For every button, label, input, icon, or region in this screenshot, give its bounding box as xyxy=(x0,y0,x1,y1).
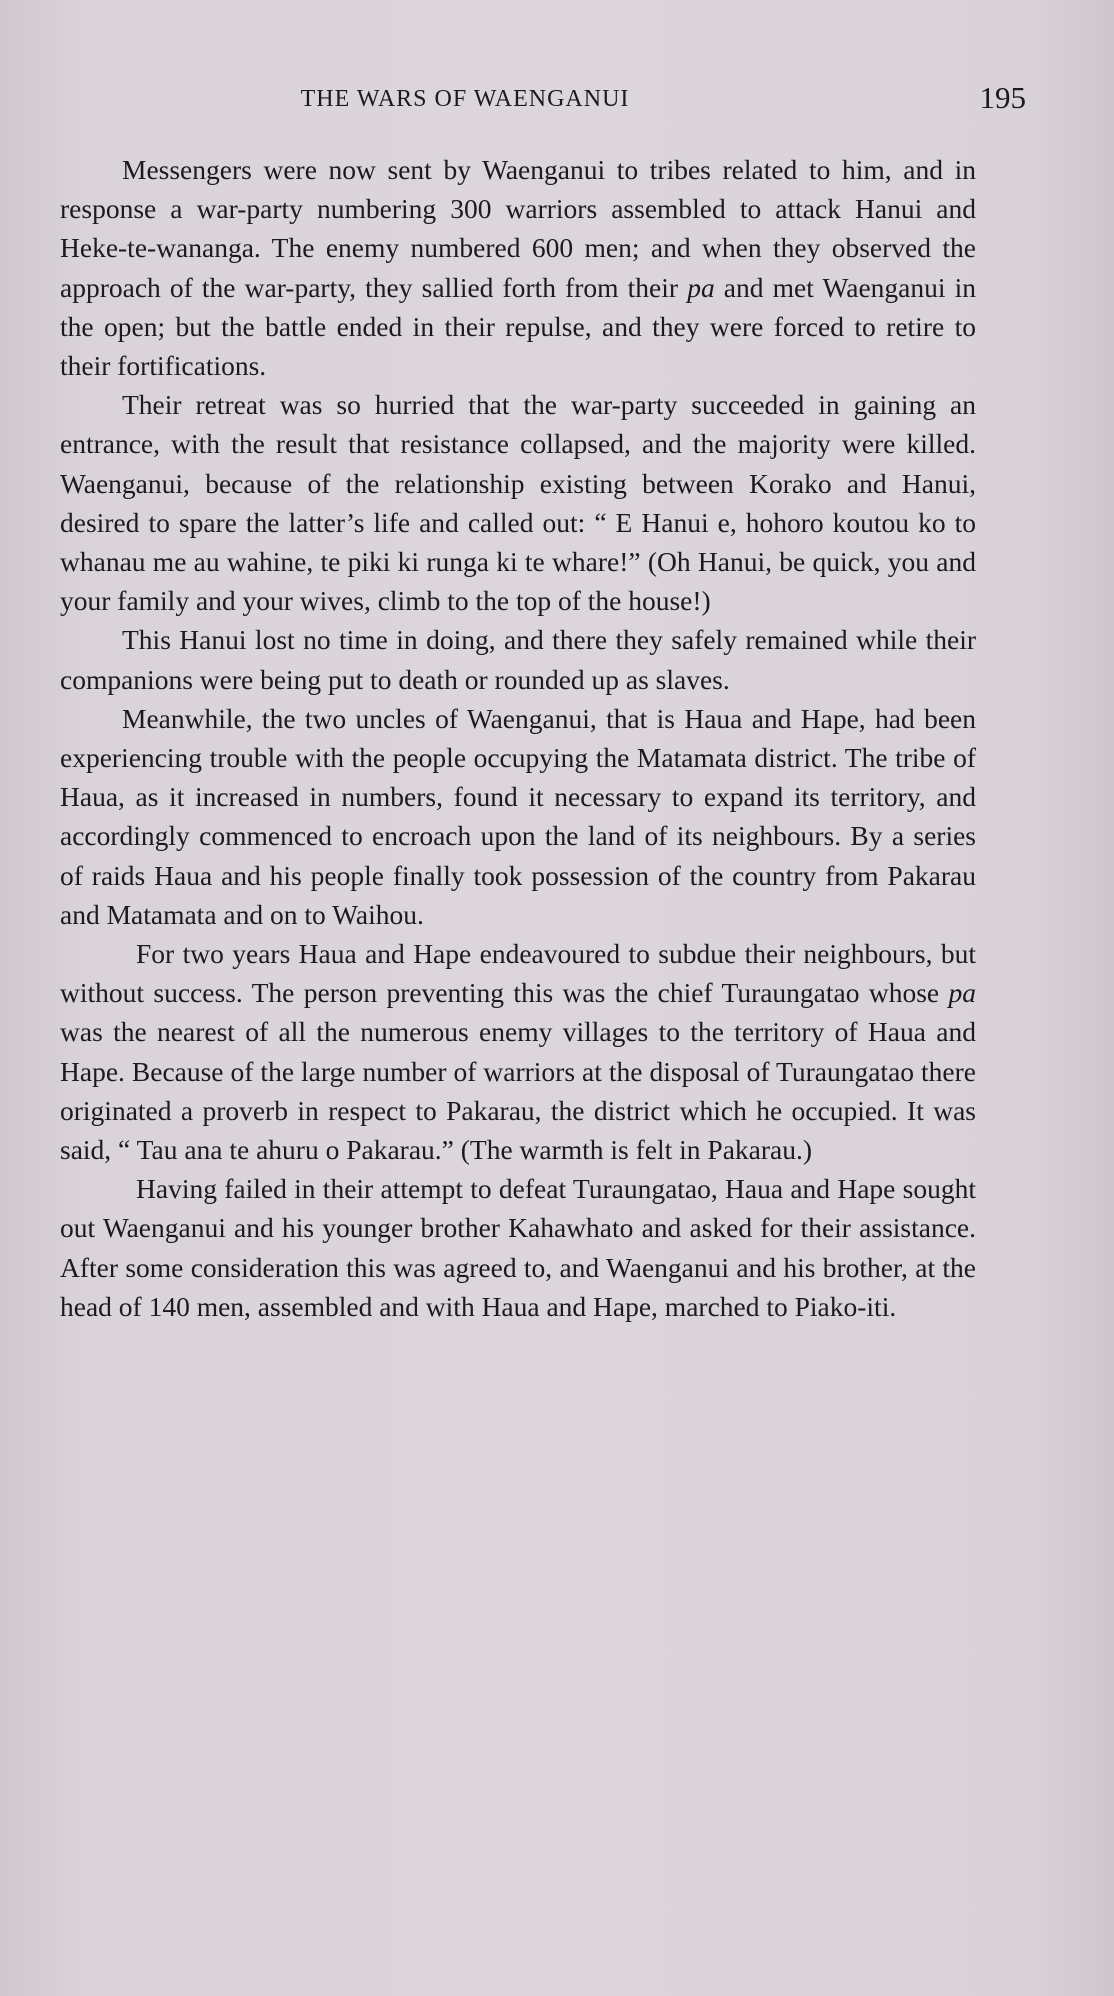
paragraph-text: Their retreat was so hurried that the war-party succeeded in gaining an entrance, with the result that resistance collapsed, and the majority were killed. Waenganui, because of the relationship existing between Korako and Hanui, desired to spare the latter’s life and called out: “ E Hanui e, hohoro koutou ko to whanau me au wahine, te piki ki runga ki te whare!” (Oh Hanui, be quick, you and your family and your wives, climb to the top of the house!) xyxy=(60,389,976,617)
italic-word-pa: pa xyxy=(687,271,715,303)
running-head xyxy=(60,80,1050,124)
paragraph-6 xyxy=(60,1169,976,1326)
body-text xyxy=(60,150,976,1326)
paragraph-3 xyxy=(60,620,976,698)
paragraph-text: This Hanui lost no time in doing, and there they safely remained while their companions were being put to death or rounded up as slaves. xyxy=(60,624,976,695)
paragraph-5 xyxy=(60,934,976,1169)
italic-word-pa: pa xyxy=(948,977,976,1009)
paragraph-text: Having failed in their attempt to defeat Turaungatao, Haua and Hape sought out Waenganui and his younger brother Kahawhato and asked for their assistance. After some consideration this was agreed to, and Waenganui and his brother, at the head of 140 men, assembled and with Haua and Hape, marched to Piako-iti. xyxy=(60,1173,976,1322)
paragraph-2 xyxy=(60,385,976,620)
paragraph-text: Meanwhile, the two uncles of Waenganui, that is Haua and Hape, had been experiencing trouble with the people occupying the Matamata district. The tribe of Haua, as it increased in numbers, found it necessary to expand its territory, and accordingly commenced to encroach upon the land of its neighbours. By a series of raids Haua and his people finally took possession of the country from Pakarau and Matamata and on to Waihou. xyxy=(60,702,976,930)
paragraph-1 xyxy=(60,150,976,385)
paragraph-text: was the nearest of all the numerous enemy villages to the territory of Haua and Hape. Because of the large number of warriors at the disposal of Turaungatao there originated a proverb in respect to Pakarau, the district which he occupied. It was said, “ Tau ana te ahuru o Pakarau.” (The warmth is felt in Pakarau.) xyxy=(60,1016,976,1166)
paragraph-text: and met Waenganui in the open; but the battle ended in their repulse, and they were forced to retire to their fortifications. xyxy=(60,271,976,382)
page-number: 195 xyxy=(979,80,1026,115)
running-title: THE WARS OF WAENGANUI xyxy=(300,86,630,112)
paragraph-4 xyxy=(60,699,976,934)
paragraph-text: Messengers were now sent by Waenganui to tribes related to him, and in response a war-party numbering 300 warriors assembled to attack Hanui and Heke-te-wananga. The enemy numbered 600 men; and when they observed the approach of the war-party, they sallied forth from their xyxy=(60,154,976,303)
paragraph-text: For two years Haua and Hape endeavoured to subdue their neighbours, but without success. The person preventing this was the chief Turaungatao whose xyxy=(60,938,976,1009)
